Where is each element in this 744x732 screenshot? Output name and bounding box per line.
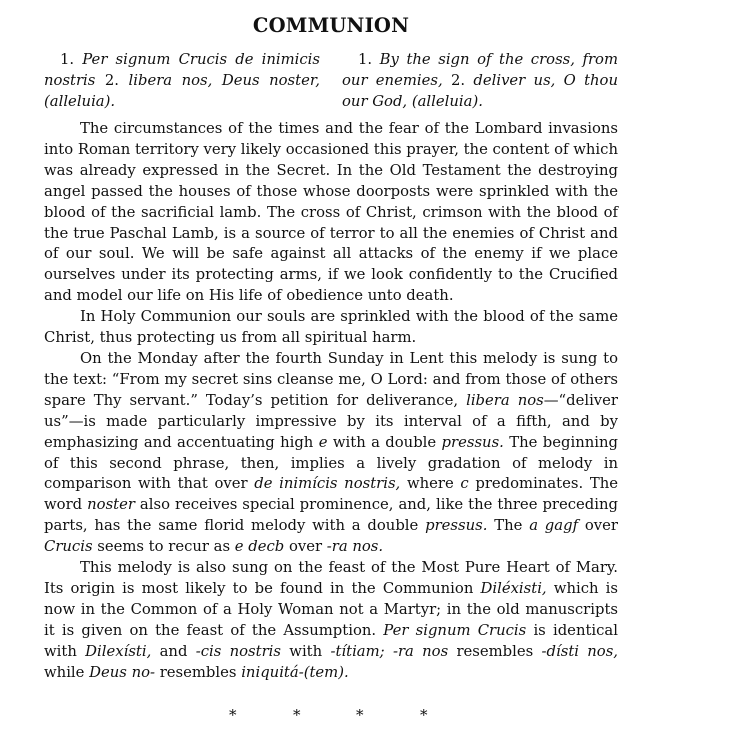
- italic-run: By the sign of the cross, from our enemies,: [342, 51, 618, 89]
- separator-star: *: [293, 706, 301, 724]
- italic-run: pressus.: [425, 517, 488, 535]
- italic-run: deliver us, O thou our God, (alleluia).: [342, 72, 618, 110]
- english-column: [342, 49, 618, 112]
- commentary: [44, 119, 618, 683]
- separator-star: *: [420, 706, 428, 724]
- italic-run: libera nos, Deus noster, (alleluia).: [44, 72, 320, 110]
- latin-column: [44, 49, 320, 112]
- italic-run: iniquitá-(tem).: [241, 663, 349, 681]
- italic-run: Per signum Crucis de inimicis nostris: [44, 51, 320, 89]
- italic-run: noster: [87, 496, 135, 514]
- italic-run: -cis nostris: [195, 642, 281, 660]
- italic-run: pressus.: [441, 433, 504, 451]
- italic-run: e: [318, 433, 328, 451]
- italic-run: a gagf: [529, 517, 579, 535]
- paragraph: On the Monday after the fourth Sunday in Lent this melody is sung to the text: “From my secret sins cleanse me, O Lord: and from those of others spare Thy servant.” Today’s petition for deliverance, libera nos—“deliver us”—is made particularly impressive by its interval of a fifth, and by emphasizing and accentuating high e with a double pressus. The beginning of this second phrase, then, implies a lively gradation of melody in comparison with that over de inimícis nostris, where c predominates. The word noster also receives special prominence, and, like the three preceding parts, has the same florid melody with a double pressus. The a gagf over Crucis seems to recur as e decb over -ra nos.: [44, 349, 619, 556]
- italic-run: de inimícis nostris,: [254, 475, 401, 493]
- page-title: COMMUNION: [252, 14, 410, 37]
- italic-run: Deus no-: [89, 663, 156, 681]
- italic-run: Diléxisti,: [480, 579, 547, 597]
- paragraph: In Holy Communion our souls are sprinkled with the blood of the same Christ, thus protecting us from all spiritual harm.: [44, 308, 618, 347]
- italic-run: -ra nos: [392, 642, 449, 660]
- paragraph: The circumstances of the times and the fear of the Lombard invasions into Roman territory very likely occasioned this prayer, the content of which was already expressed in the Secret. In the Old Testament the destroying angel passed the houses of those whose doorposts were sprinkled with the blood of the sacrificial lamb. The cross of Christ, crimson with the blood of the true Paschal Lamb, is a source of terror to all the enemies of Christ and of our soul. We will be safe against all attacks of the enemy if we place ourselves under its protecting arms, if we look confidently to the Crucified and model our life on His life of obedience unto death.: [44, 120, 618, 305]
- italic-run: Per signum Crucis: [383, 621, 527, 639]
- italic-run: -títiam;: [330, 642, 385, 660]
- english-antiphon: 1. By the sign of the cross, from our enemies, 2. deliver us, O thou our God, (alleluia).: [342, 51, 618, 110]
- parallel-text: [44, 49, 618, 112]
- separator-star: *: [229, 706, 237, 724]
- italic-run: libera nos: [466, 391, 544, 409]
- page: [44, 14, 618, 683]
- separator-star: *: [356, 706, 364, 724]
- italic-run: -ra nos.: [326, 538, 384, 556]
- italic-run: Dilexísti,: [85, 642, 152, 660]
- italic-run: Crucis: [44, 538, 93, 556]
- italic-run: e decb: [234, 538, 285, 556]
- italic-run: -dísti nos,: [541, 642, 619, 660]
- italic-run: c: [460, 475, 469, 493]
- latin-antiphon: 1. Per signum Crucis de inimicis nostris 2. libera nos, Deus noster, (alleluia).: [44, 51, 320, 110]
- paragraph: This melody is also sung on the feast of the Most Pure Heart of Mary. Its origin is most likely to be found in the Communion Diléxisti, which is now in the Common of a Holy Woman not a Martyr; in the old manuscripts it is given on the feast of the Assumption. Per signum Crucis is identical with Dilexísti, and -cis nostris with -títiam; -ra nos resembles -dísti nos, while Deus no- resembles iniquitá-(tem).: [44, 559, 619, 681]
